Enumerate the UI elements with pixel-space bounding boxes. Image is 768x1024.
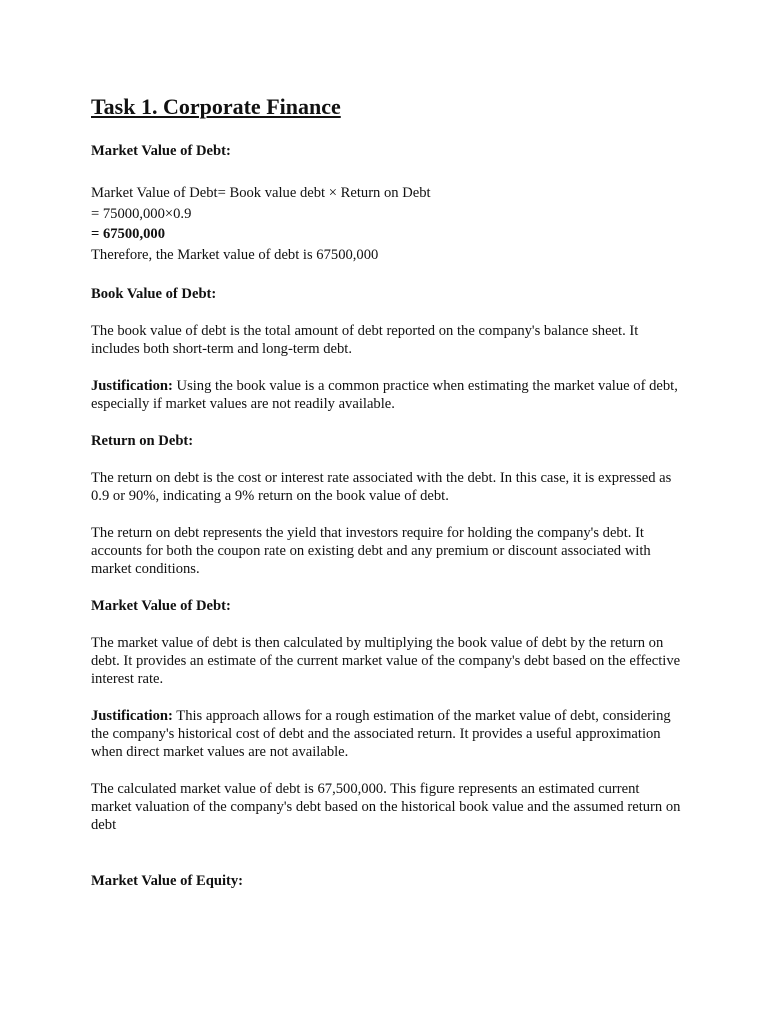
return-on-debt-paragraph-2: The return on debt represents the yield that investors require for holding the company's debt. It accounts for both the coupon rate on existing debt and any premium or discount associated with market conditions. bbox=[91, 525, 651, 577]
calculation-step: = 75000,000×0.9 bbox=[91, 205, 192, 222]
justification-text: Using the book value is a common practice when estimating the market value of debt, especially if market values are not readily available. bbox=[91, 378, 678, 412]
return-on-debt-heading: Return on Debt: bbox=[91, 433, 194, 449]
formula-line: Market Value of Debt= Book value debt × Return on Debt bbox=[91, 185, 431, 201]
book-value-of-debt-paragraph: The book value of debt is the total amount of debt reported on the company's balance sheet. It includes both short-term and long-term debt. bbox=[91, 323, 639, 357]
market-value-justification bbox=[91, 707, 681, 761]
market-value-of-debt-calculation bbox=[91, 183, 681, 265]
market-value-of-equity-heading: Market Value of Equity: bbox=[91, 873, 244, 889]
document-page bbox=[91, 94, 681, 890]
return-on-debt-paragraph-1: The return on debt is the cost or interest rate associated with the debt. In this case, it is expressed as 0.9 or 90%, indicating a 9% return on the book value of debt. bbox=[91, 470, 672, 504]
market-value-summary: The calculated market value of debt is 67,500,000. This figure represents an estimated current market valuation of the company's debt based on the historical book value and the assumed return on debt bbox=[91, 781, 681, 833]
calculation-result: = 67500,000 bbox=[91, 226, 165, 242]
justification-label: Justification: bbox=[91, 708, 173, 724]
book-value-of-debt-heading: Book Value of Debt: bbox=[91, 286, 217, 302]
market-value-of-debt-paragraph: The market value of debt is then calculated by multiplying the book value of debt by the return on debt. It provides an estimate of the current market value of the company's debt based on the effective interest rate. bbox=[91, 635, 681, 687]
calculation-conclusion: Therefore, the Market value of debt is 67500,000 bbox=[91, 246, 379, 263]
market-value-of-debt-heading-2: Market Value of Debt: bbox=[91, 598, 231, 614]
justification-text: This approach allows for a rough estimation of the market value of debt, considering the company's historical cost of debt and the associated return. It provides a useful approximation when direct market values are not available. bbox=[91, 708, 671, 760]
market-value-of-debt-heading: Market Value of Debt: bbox=[91, 143, 231, 159]
book-value-justification bbox=[91, 377, 681, 413]
document-title: Task 1. Corporate Finance bbox=[91, 94, 341, 119]
justification-label: Justification: bbox=[91, 378, 173, 394]
